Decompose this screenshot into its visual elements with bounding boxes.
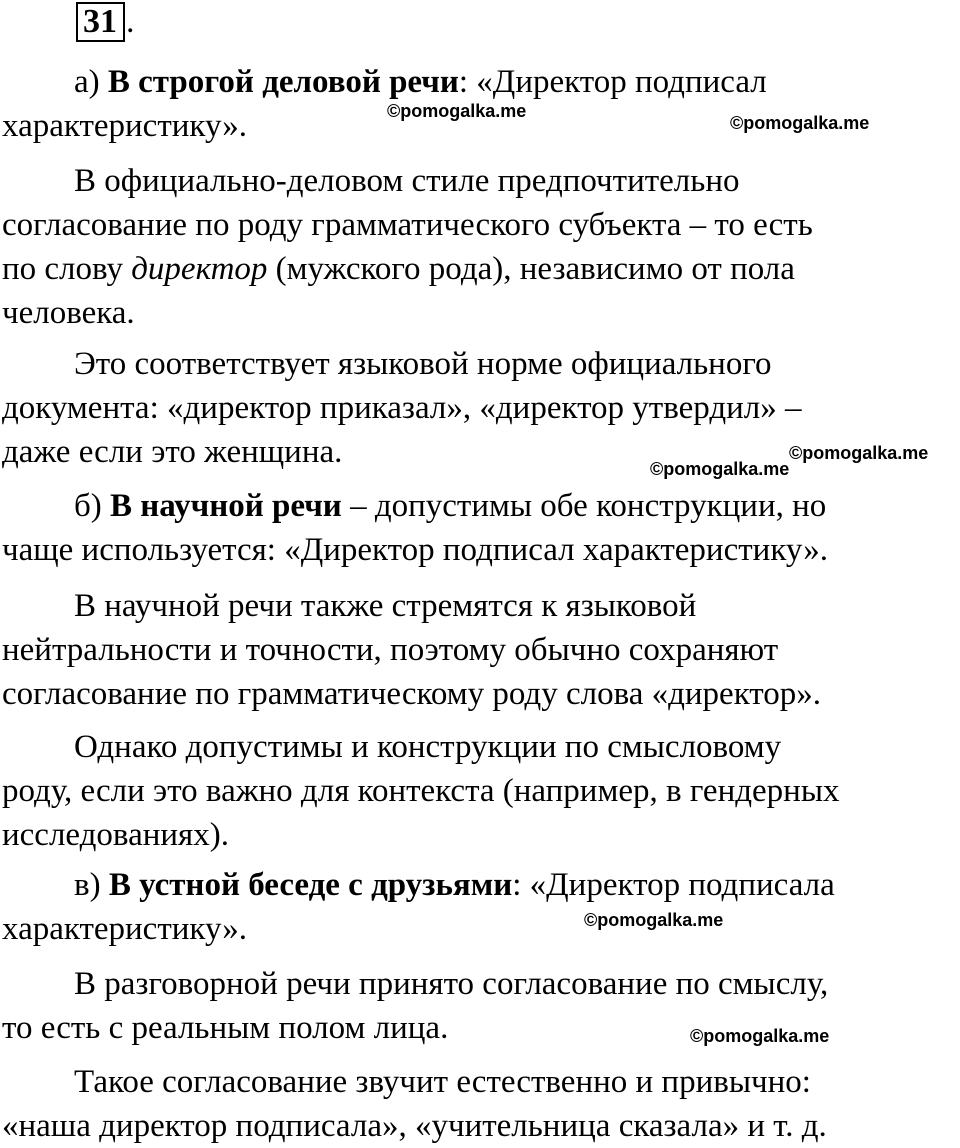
bold-term: В устной беседе с друзьями	[108, 867, 513, 903]
paragraph-b-heading	[2, 484, 958, 572]
watermark: ©pomogalka.me	[387, 101, 527, 121]
bold-term: В строгой деловой речи	[107, 64, 459, 100]
italic-term: директор	[131, 251, 268, 287]
paragraph	[2, 584, 958, 716]
task-number-suffix: .	[126, 3, 135, 40]
line: исследованиях).	[2, 817, 229, 853]
paragraph	[2, 159, 958, 335]
line: нейтральности и точности, поэтому обычно сохраняют	[2, 632, 779, 668]
line: Это соответствует языковой норме официального	[74, 346, 772, 382]
line	[2, 247, 958, 291]
text: по слову	[2, 251, 132, 287]
text: : «Директор подписала	[512, 867, 835, 903]
line: Такое согласование звучит естественно и привычно:	[74, 1064, 811, 1100]
paragraph-c-heading	[2, 863, 958, 951]
line: В разговорной речи принято согласование по смыслу,	[74, 966, 829, 1002]
watermark: ©pomogalka.me	[730, 113, 870, 133]
line: чаще используется: «Директор подписал характеристику».	[2, 532, 828, 568]
line	[2, 484, 958, 528]
watermark: ©pomogalka.me	[789, 443, 929, 463]
paragraph	[2, 1060, 958, 1148]
list-marker: а)	[74, 64, 108, 100]
line	[2, 863, 958, 907]
line: то есть с реальным полом лица.	[2, 1010, 449, 1046]
task-number-frame: 31	[76, 2, 125, 42]
bold-term: В научной речи	[110, 488, 342, 524]
line	[2, 60, 958, 104]
line: согласование по грамматическому роду слова «директор».	[2, 676, 822, 712]
line: документа: «директор приказал», «директор утвердил» –	[2, 390, 802, 426]
line: В официально-деловом стиле предпочтительно	[74, 163, 740, 199]
line: «наша директор подписала», «учительница сказала» и т. д.	[2, 1108, 827, 1144]
task-number	[76, 3, 135, 41]
watermark: ©pomogalka.me	[690, 1026, 830, 1046]
line: согласование по роду грамматического субъекта – то есть	[2, 207, 813, 243]
line: характеристику».	[2, 911, 248, 947]
text: – допустимы обе конструкции, но	[341, 488, 827, 524]
line: человека.	[2, 295, 135, 331]
watermark: ©pomogalka.me	[584, 910, 724, 930]
line: роду, если это важно для контекста (например, в гендерных	[2, 773, 840, 809]
line: В научной речи также стремятся к языковой	[74, 588, 697, 624]
line: характеристику».	[2, 108, 248, 144]
text: : «Директор подписал	[458, 64, 767, 100]
list-marker: в)	[74, 867, 109, 903]
text: (мужского рода), независимо от пола	[267, 251, 795, 287]
line: Однако допустимы и конструкции по смысловому	[74, 729, 782, 765]
line: даже если это женщина.	[2, 434, 343, 470]
watermark: ©pomogalka.me	[650, 459, 790, 479]
paragraph	[2, 725, 958, 857]
list-marker: б)	[74, 488, 111, 524]
